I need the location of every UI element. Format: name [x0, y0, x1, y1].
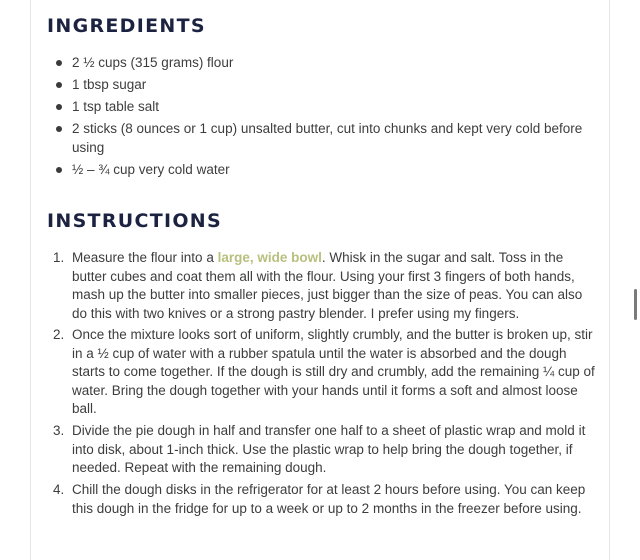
- ingredients-list: [47, 54, 587, 183]
- step-number: 4.: [53, 482, 65, 498]
- step-number: 1.: [53, 250, 65, 265]
- bullet-icon: [56, 104, 62, 110]
- instructions-list: [47, 249, 597, 522]
- large-wide-bowl-link[interactable]: large, wide bowl: [217, 250, 322, 265]
- step-number: 3.: [53, 423, 65, 439]
- ingredient-item: 1 tbsp sugar: [47, 76, 587, 95]
- instruction-step: 3. Divide the pie dough in half and transfer one half to a sheet of plastic wrap and mold it into disk, about 1-inch thick. Use the plastic wrap to help bring the dough together, if needed. Repeat with the remaining dough.: [53, 423, 586, 476]
- ingredient-item: 2 sticks (8 ounces or 1 cup) unsalted butter, cut into chunks and kept very cold before using: [47, 120, 587, 157]
- instruction-step: 2. Once the mixture looks sort of uniform, slightly crumbly, and the butter is broken up, stir in a ½ cup of water with a rubber spatula until the water is absorbed and the dough starts to come together. If the dough is still dry and crumbly, add the remaining ¼ cup of water. Bring the dough together with your hands until it forms a soft and almost loose ball.: [53, 327, 595, 417]
- ingredients-heading: INGREDIENTS: [47, 15, 206, 37]
- instructions-heading: INSTRUCTIONS: [47, 210, 222, 232]
- bullet-icon: [56, 60, 62, 66]
- instruction-step: 1. Measure the flour into a large, wide bowl. Whisk in the sugar and salt. Toss in the butter cubes and coat them all with the flour. Using your first 3 fingers of both hands, mash up the butter into smaller pieces, just bigger than the size of peas. You can also do this with two knives or a strong pastry blender. I prefer using my fingers.: [53, 250, 583, 321]
- bullet-icon: [56, 126, 62, 132]
- ingredient-item: 1 tsp table salt: [47, 98, 587, 117]
- ingredient-item: ½ – ¾ cup very cold water: [47, 161, 587, 180]
- bullet-icon: [56, 167, 62, 173]
- ingredient-item: 2 ½ cups (315 grams) flour: [47, 54, 587, 73]
- step-number: 2.: [53, 327, 65, 343]
- bullet-icon: [56, 82, 62, 88]
- scrollbar-thumb[interactable]: [634, 289, 637, 320]
- instruction-step: 4. Chill the dough disks in the refrigerator for at least 2 hours before using. You can keep this dough in the fridge for up to a week or up to 2 months in the freezer before using.: [53, 482, 586, 516]
